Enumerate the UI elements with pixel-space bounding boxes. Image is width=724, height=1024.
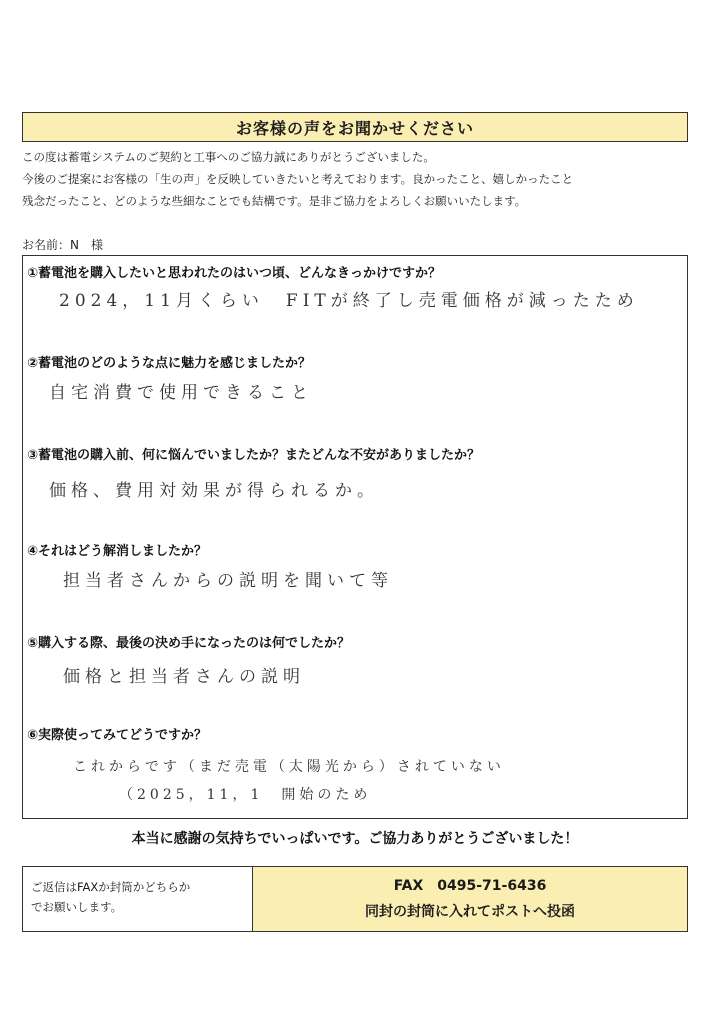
thank-you-message: 本当に感謝の気持ちでいっぱいです。ご協力ありがとうございました！	[131, 831, 579, 847]
page-title	[22, 112, 688, 142]
question-1: ①蓄電池を購入したいと思われたのはいつ頃、どんなきっかけですか？	[27, 266, 442, 281]
question-5: ⑤購入する際、最後の決め手になったのは何でしたか？	[27, 636, 351, 651]
intro-text	[22, 146, 692, 212]
answer-6: これからです（まだ売電（太陽光から）されていない	[73, 759, 505, 775]
customer-name: お名前：N 様	[22, 238, 103, 252]
question-2: ②蓄電池のどのような点に魅力を感じましたか？	[27, 356, 312, 371]
answer-6-line-2: （2025，11，1 開始のため	[119, 787, 372, 803]
questionnaire-box	[22, 255, 688, 819]
reply-note-line: ご返信はFAXか封筒かどちらか	[31, 880, 191, 894]
question-3: ③蓄電池の購入前、何に悩んでいましたか？またどんな不安がありましたか？	[27, 448, 481, 463]
intro-line: この度は蓄電システムのご契約と工事へのご協力誠にありがとうございました。	[22, 150, 435, 164]
mail-instruction: 同封の封筒に入れてポストへ投函	[365, 904, 575, 920]
answer-1: 2024，11月くらい FITが終了し売電価格が減ったため	[59, 291, 639, 311]
answer-4: 担当者さんからの説明を聞いて等	[63, 571, 393, 591]
question-6: ⑥実際使ってみてどうですか？	[27, 728, 208, 743]
page-title-text: お客様の声をお聞かせください	[235, 118, 474, 138]
reply-note	[22, 866, 252, 932]
answer-2: 自宅消費で使用できること	[49, 383, 313, 403]
answer-3: 価格、費用対効果が得られるか。	[49, 481, 379, 501]
intro-line: 残念だったこと、どのような些細なことでも結構です。是非ご協力をよろしくお願いいたします。	[22, 194, 527, 208]
answer-5: 価格と担当者さんの説明	[63, 667, 305, 687]
fax-number: FAX 0495-71-6436	[393, 878, 547, 894]
intro-line: 今後のご提案にお客様の「生の声」を反映していきたいと考えております。良かったこと、嬉しかったこと	[22, 172, 574, 186]
fax-info-box	[252, 866, 688, 932]
reply-note-line: でお願いします。	[31, 900, 123, 914]
question-4: ④それはどう解消しましたか？	[27, 544, 208, 559]
